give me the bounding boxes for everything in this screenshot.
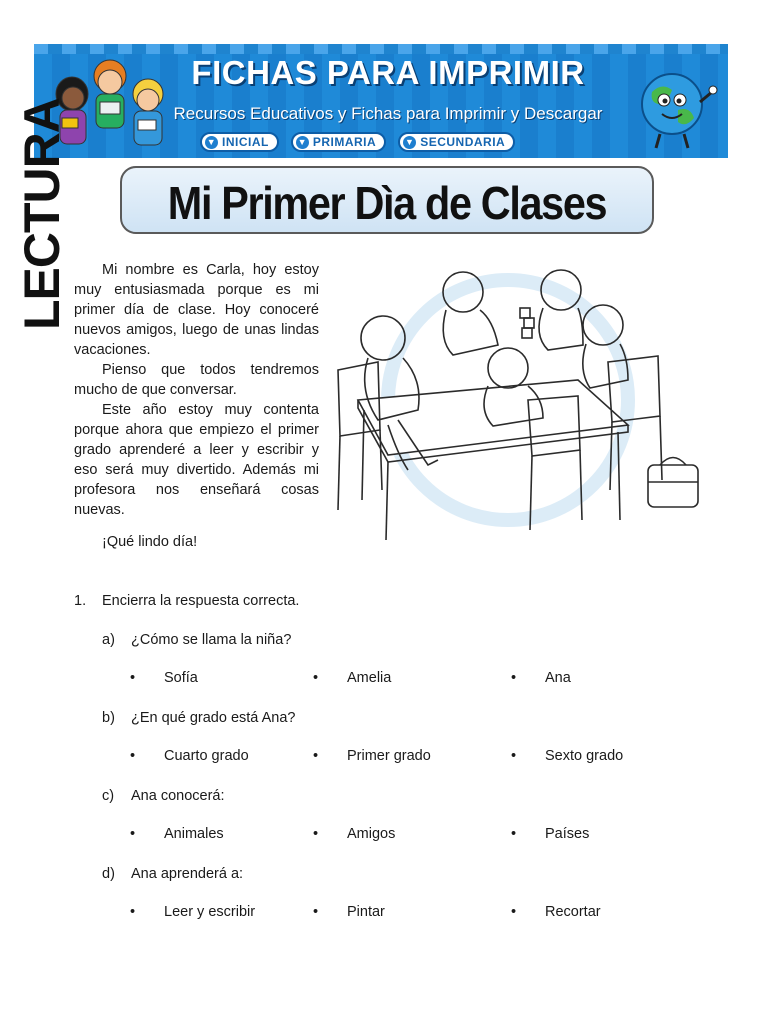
nav-button-secundaria[interactable]: [398, 132, 515, 152]
question-b: [102, 710, 295, 726]
bullet-icon: •: [511, 904, 517, 920]
option-label: Primer grado: [347, 748, 431, 764]
bullet-icon: •: [130, 904, 136, 920]
page-title: Mi Primer Dìa de Clases: [167, 177, 607, 229]
arrow-down-icon: ▼: [404, 136, 415, 147]
question-a: [102, 632, 291, 648]
site-title: FICHAS PARA IMPRIMIR: [191, 54, 585, 91]
option-label: Amigos: [347, 826, 396, 842]
section-label: LECTURA: [14, 98, 70, 330]
option-label: Amelia: [347, 670, 392, 686]
nav-label: SECUNDARIA: [420, 135, 506, 149]
question-letter: a): [102, 632, 115, 648]
child-right: [133, 79, 163, 145]
bullet-icon: •: [313, 826, 319, 842]
option-label: Cuarto grado: [164, 748, 249, 764]
child-middle: [94, 60, 126, 128]
bullet-icon: •: [511, 670, 517, 686]
option-label: Recortar: [545, 904, 601, 920]
reading-paragraph: Pienso que todos tendremos mucho de que conversar.: [74, 362, 319, 398]
question-letter: b): [102, 710, 115, 726]
bullet-icon: •: [130, 670, 136, 686]
exercise-instruction: [74, 593, 299, 609]
bullet-icon: •: [313, 904, 319, 920]
title-box: [120, 166, 654, 234]
answer-options-a: [130, 670, 750, 690]
question-letter: d): [102, 866, 115, 882]
site-subtitle: Recursos Educativos y Fichas para Imprimir y Descargar: [173, 104, 603, 123]
option-label: Sexto grado: [545, 748, 624, 764]
exercise-number: 1.: [74, 593, 87, 609]
bullet-icon: •: [313, 748, 319, 764]
option-label: Leer y escribir: [164, 904, 256, 920]
banner-top-strip: [34, 44, 728, 54]
option-label: Países: [545, 826, 590, 842]
nav-label: PRIMARIA: [312, 135, 377, 149]
answer-options-c: [130, 826, 750, 846]
globe-mascot-icon: [628, 62, 720, 154]
question-c: [102, 788, 225, 804]
classroom-illustration: [328, 250, 718, 550]
question-text: Ana aprenderá a:: [131, 866, 244, 882]
level-navigation: [200, 132, 515, 152]
nav-button-primaria[interactable]: [291, 132, 386, 152]
option-label: Ana: [545, 670, 571, 686]
header-banner: [34, 44, 728, 158]
arrow-down-icon: ▼: [297, 136, 308, 147]
reading-paragraph: Este año estoy muy contenta porque ahora que empiezo el primer grado aprenderé a leer y escribir y eso será muy divertido. Además mi profesora nos enseñará cosas nuevas.: [74, 402, 319, 518]
option-label: Animales: [164, 826, 224, 842]
answer-options-b: [130, 748, 750, 768]
question-text: Ana conocerá:: [131, 788, 225, 804]
reading-passage: [74, 260, 319, 520]
bullet-icon: •: [130, 748, 136, 764]
question-d: [102, 866, 243, 882]
option-label: Pintar: [347, 904, 385, 920]
option-label: Sofía: [164, 670, 198, 686]
bullet-icon: •: [130, 826, 136, 842]
bullet-icon: •: [511, 748, 517, 764]
reading-exclamation: ¡Qué lindo día!: [102, 534, 198, 550]
question-text: ¿En qué grado está Ana?: [131, 710, 296, 726]
reading-paragraph: Mi nombre es Carla, hoy estoy muy entusiasmada porque es mi primer día de clase. Hoy conoceré nuevos amigos, luego de unas lindas vacaciones.: [74, 262, 319, 358]
instruction-text: Encierra la respuesta correcta.: [102, 593, 300, 609]
question-letter: c): [102, 788, 115, 804]
arrow-down-icon: ▼: [206, 136, 217, 147]
question-text: ¿Cómo se llama la niña?: [131, 632, 292, 648]
bullet-icon: •: [313, 670, 319, 686]
nav-button-inicial[interactable]: [200, 132, 279, 152]
answer-options-d: [130, 904, 750, 924]
nav-label: INICIAL: [222, 135, 269, 149]
bullet-icon: •: [511, 826, 517, 842]
